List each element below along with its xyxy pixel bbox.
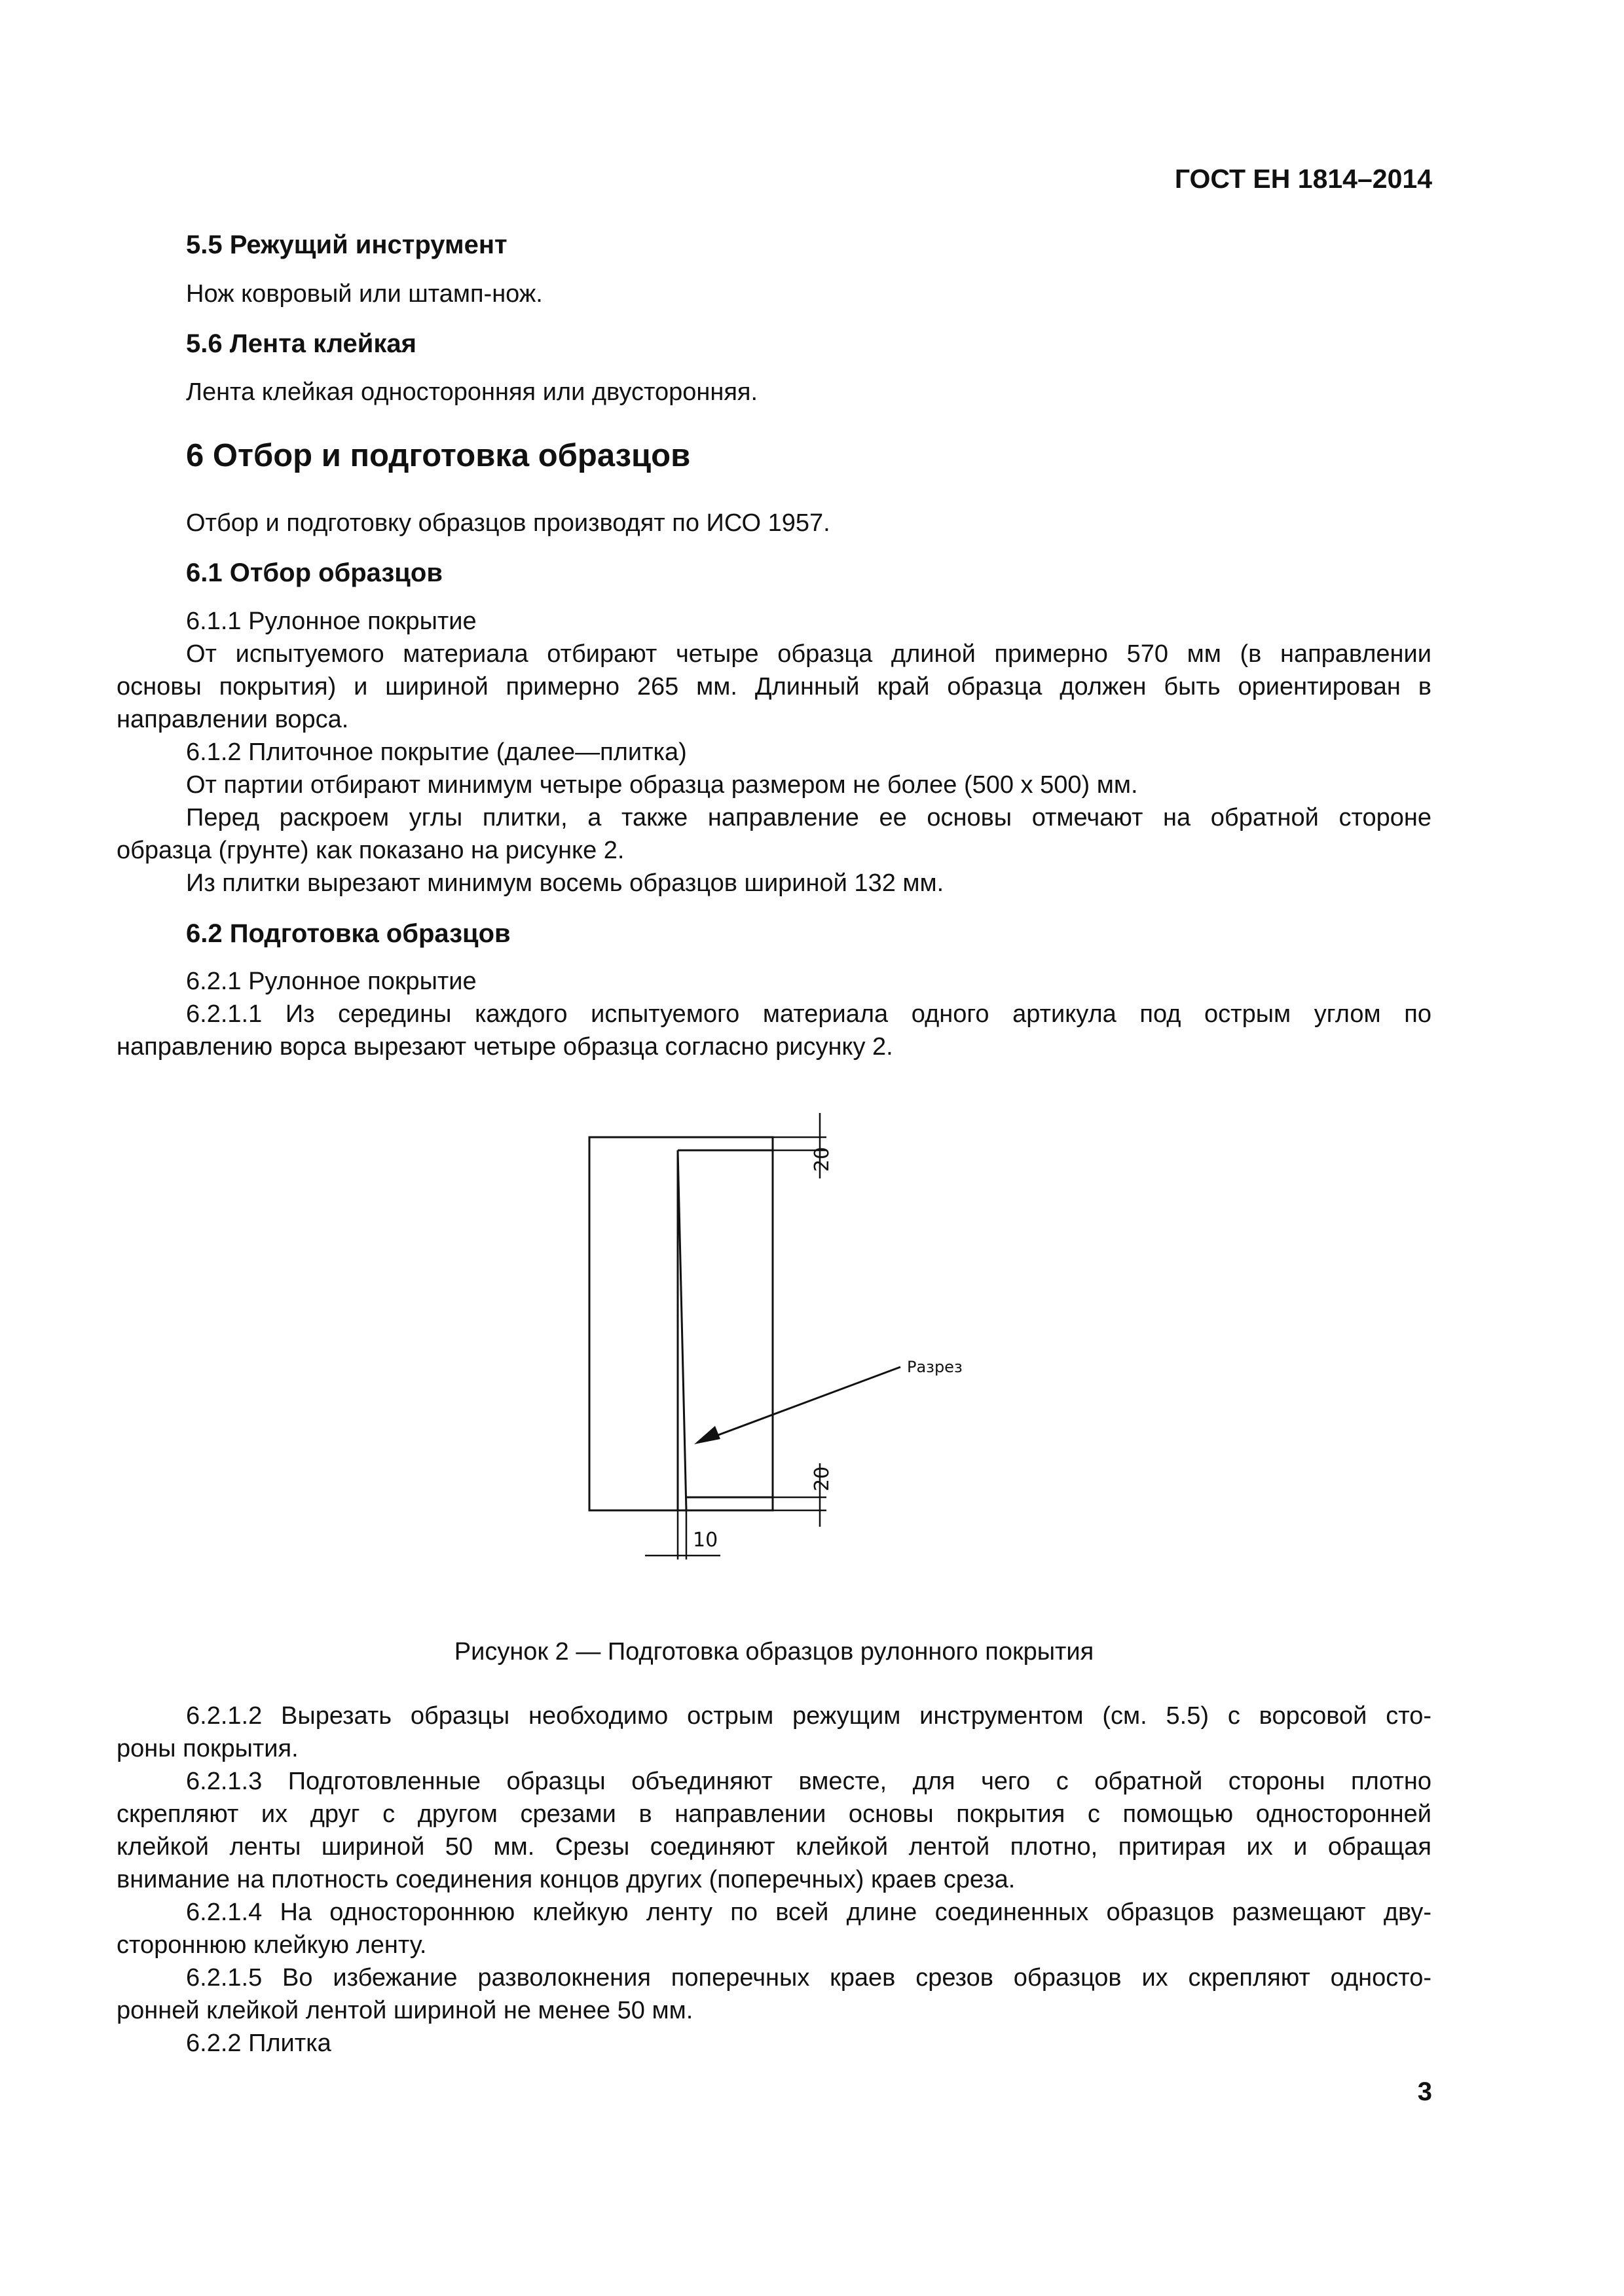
- cut-leader-line: [704, 1367, 900, 1440]
- paragraph-line: 6.1.1 Рулонное покрытие: [186, 608, 477, 635]
- paragraph-line: клейкой ленты шириной 50 мм. Срезы соединяют клейкой лентой плотно, притирая их и обращая: [117, 1833, 1431, 1861]
- section-5-5-title: 5.5 Режущий инструмент: [186, 230, 507, 259]
- paragraph-line: внимание на плотность соединения концов других (поперечных) краев среза.: [117, 1866, 1016, 1893]
- section-5-6-text: Лента клейкая односторонняя или двусторонняя.: [186, 378, 758, 406]
- paragraph-line: Из плитки вырезают минимум восемь образцов шириной 132 мм.: [186, 869, 944, 897]
- paragraph-line: основы покрытия) и шириной примерно 265 мм. Длинный край образца должен быть ориентирован в: [117, 673, 1431, 701]
- paragraph-line: 6.1.2 Плиточное покрытие (далее—плитка): [186, 738, 687, 766]
- paragraph-line: 6.2.1.5 Во избежание разволокнения поперечных краев срезов образцов их скрепляют односто-: [186, 1964, 1431, 1992]
- paragraph-line: От испытуемого материала отбирают четыре образца длиной примерно 570 мм (в направлении: [186, 640, 1431, 668]
- document-code-header: ГОСТ ЕН 1814–2014: [1174, 164, 1432, 194]
- dimension-label-width: 10: [693, 1529, 718, 1552]
- paragraph-line: Перед раскроем углы плитки, а также направление ее основы отмечают на обратной стороне: [186, 804, 1431, 831]
- cut-label: Разрез: [907, 1358, 963, 1376]
- paragraph-line: 6.2.1.3 Подготовленные образцы объединяют вместе, для чего с обратной стороны плотно: [186, 1768, 1431, 1795]
- paragraph-line: стороннюю клейкую ленту.: [117, 1931, 427, 1959]
- paragraph-line: скрепляют их друг с другом срезами в направлении основы покрытия с помощью односторонней: [117, 1800, 1431, 1828]
- paragraph-line: роны покрытия.: [117, 1735, 299, 1762]
- inner-cut-outline: [678, 1150, 773, 1510]
- section-6-1-title: 6.1 Отбор образцов: [186, 558, 443, 587]
- section-6-intro: Отбор и подготовку образцов производят по ИСО 1957.: [186, 509, 830, 537]
- paragraph-line: направлении ворса.: [117, 706, 349, 733]
- paragraph-line: образца (грунте) как показано на рисунке 2.: [117, 837, 625, 864]
- paragraph-line: 6.2.1.1 Из середины каждого испытуемого материала одного артикула под острым углом по: [186, 1000, 1431, 1028]
- paragraph-line: ронней клейкой лентой шириной не менее 50 мм.: [117, 1997, 693, 2024]
- paragraph-line: 6.2.2 Плитка: [186, 2030, 331, 2057]
- section-6-2-title: 6.2 Подготовка образцов: [186, 919, 511, 948]
- dimension-label-bottom: 20: [811, 1466, 834, 1491]
- section-6-title: 6 Отбор и подготовка образцов: [186, 438, 691, 473]
- section-5-6-title: 5.6 Лента клейкая: [186, 329, 416, 358]
- paragraph-line: 6.2.1.4 На одностороннюю клейкую ленту по всей длине соединенных образцов размещают дву-: [186, 1899, 1431, 1926]
- page-number: 3: [1417, 2077, 1432, 2106]
- paragraph-line: 6.2.1 Рулонное покрытие: [186, 968, 477, 995]
- paragraph-line: направлению ворса вырезают четыре образца согласно рисунку 2.: [117, 1033, 893, 1061]
- paragraph-line: От партии отбирают минимум четыре образца размером не более (500 х 500) мм.: [186, 771, 1138, 799]
- section-5-5-text: Нож ковровый или штамп-нож.: [186, 280, 543, 308]
- section-6-2-continued-body: [117, 1700, 1431, 2060]
- cut-arrowhead: [694, 1426, 720, 1444]
- dimension-label-top: 20: [811, 1146, 834, 1172]
- figure-2-caption: Рисунок 2 — Подготовка образцов рулонного покрытия: [454, 1638, 1094, 1666]
- paragraph-line: 6.2.1.2 Вырезать образцы необходимо острым режущим инструментом (см. 5.5) с ворсовой сто-: [186, 1702, 1431, 1730]
